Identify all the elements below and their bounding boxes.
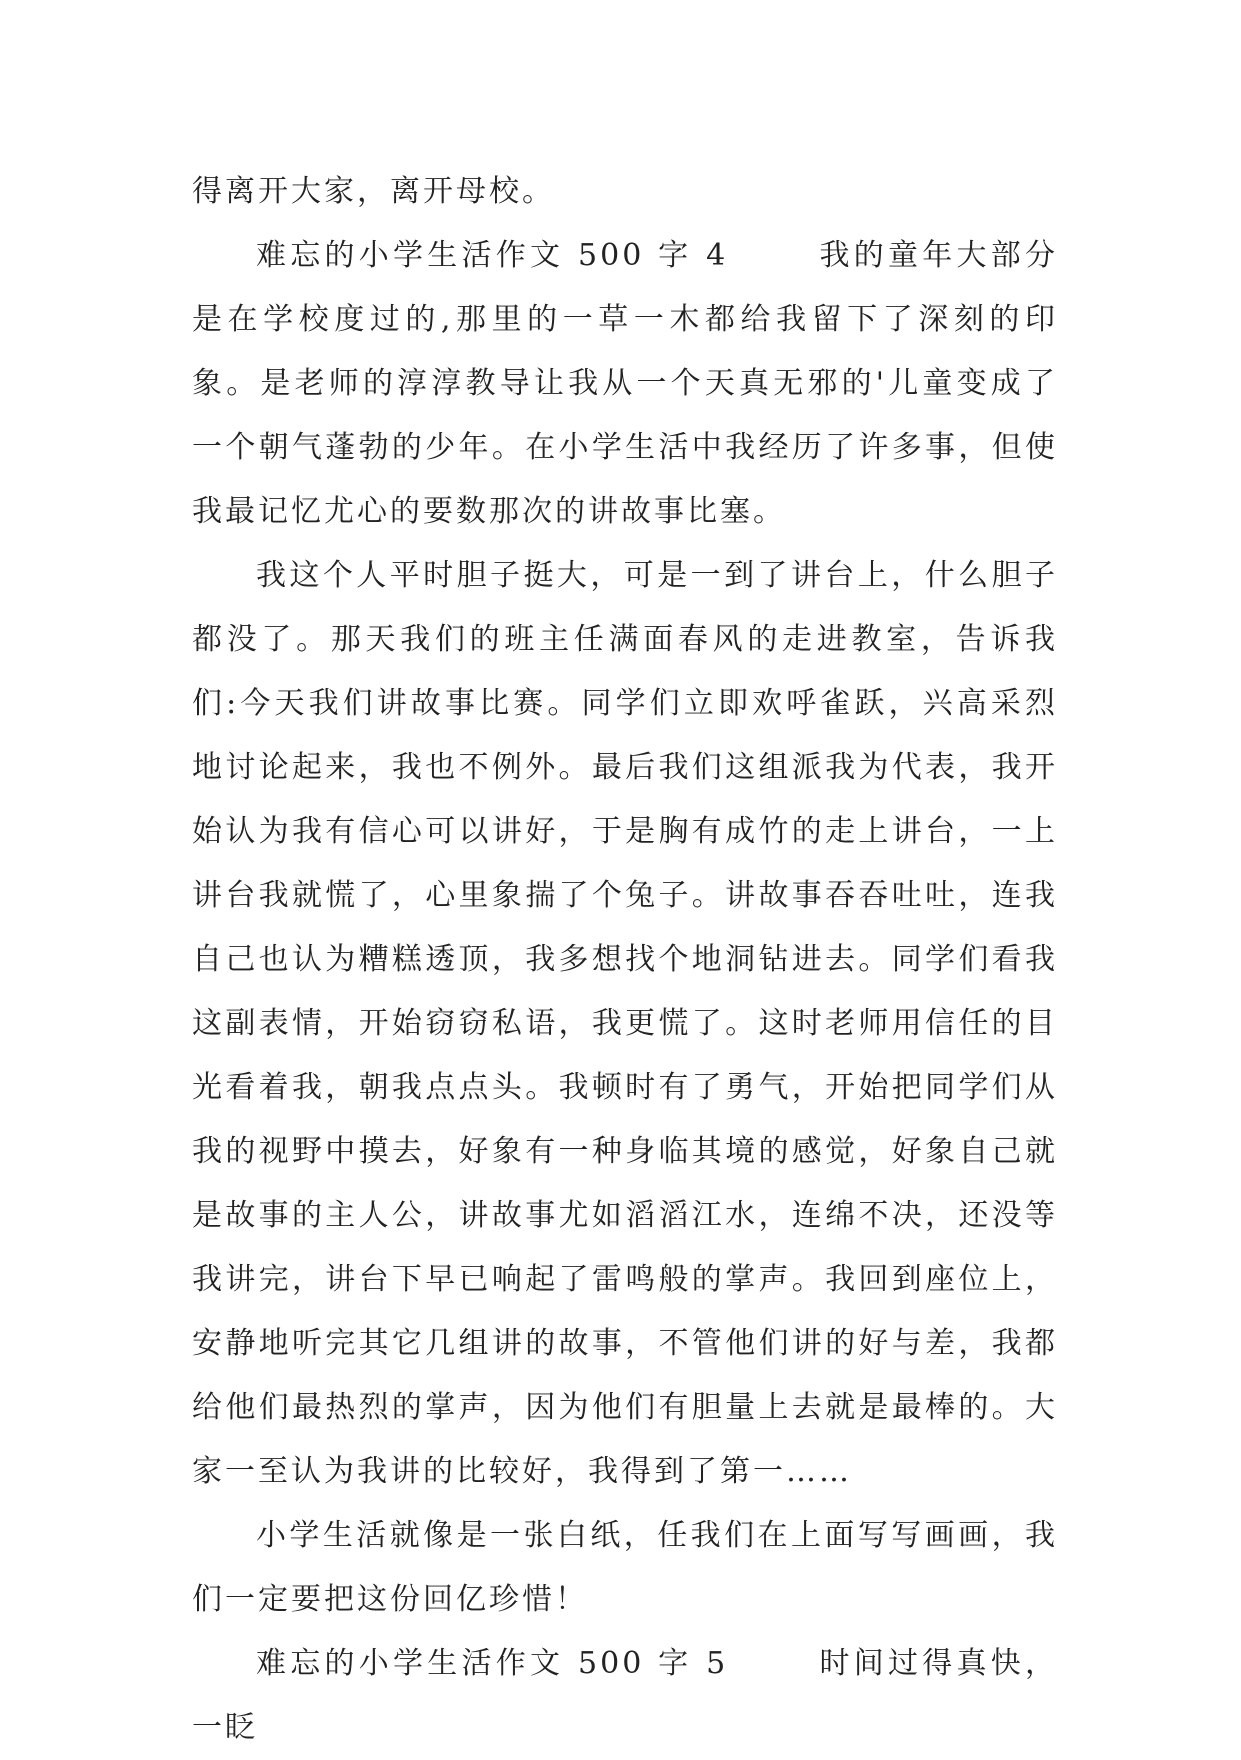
paragraph-1 — [192, 160, 1058, 224]
paragraph-text: 时间过得真快，一眨 — [192, 1646, 1058, 1745]
paragraph-3 — [192, 544, 1058, 1504]
paragraph-5 — [192, 1632, 1058, 1760]
paragraph-text: 得离开大家，离开母校。 — [192, 174, 555, 209]
paragraph-2 — [192, 224, 1058, 544]
essay-heading-4: 难忘的小学生活作文 500 字 4 — [256, 238, 729, 273]
paragraph-text: 我这个人平时胆子挺大，可是一到了讲台上，什么胆子都没了。那天我们的班主任满面春风的走进教室，告诉我们:今天我们讲故事比赛。同学们立即欢呼雀跃，兴高采烈地讨论起来，我也不例外。最后我们这组派我为代表，我开始认为我有信心可以讲好，于是胸有成竹的走上讲台，一上讲台我就慌了，心里象揣了个兔子。讲故事吞吞吐吐，连我自己也认为糟糕透顶，我多想找个地洞钻进去。同学们看我这副表情，开始窃窃私语，我更慌了。这时老师用信任的目光看着我，朝我点点头。我顿时有了勇气，开始把同学们从我的视野中摸去，好象有一种身临其境的感觉，好象自己就是故事的主人公，讲故事尤如滔滔江水，连绵不决，还没等我讲完，讲台下早已响起了雷鸣般的掌声。我回到座位上，安静地听完其它几组讲的故事，不管他们讲的好与差，我都给他们最热烈的掌声，因为他们有胆量上去就是最棒的。大家一至认为我讲的比较好，我得到了第一…… — [192, 558, 1058, 1489]
essay-heading-5: 难忘的小学生活作文 500 字 5 — [256, 1646, 729, 1681]
paragraph-text: 小学生活就像是一张白纸，任我们在上面写写画画，我们一定要把这份回亿珍惜！ — [192, 1518, 1058, 1617]
paragraph-4 — [192, 1504, 1058, 1632]
document-body — [192, 160, 1058, 1760]
paragraph-text: 我的童年大部分是在学校度过的,那里的一草一木都给我留下了深刻的印象。是老师的淳淳教导让我从一个天真无邪的'儿童变成了一个朝气蓬勃的少年。在小学生活中我经历了许多事，但使我最记忆尤心的要数那次的讲故事比塞。 — [192, 238, 1058, 529]
